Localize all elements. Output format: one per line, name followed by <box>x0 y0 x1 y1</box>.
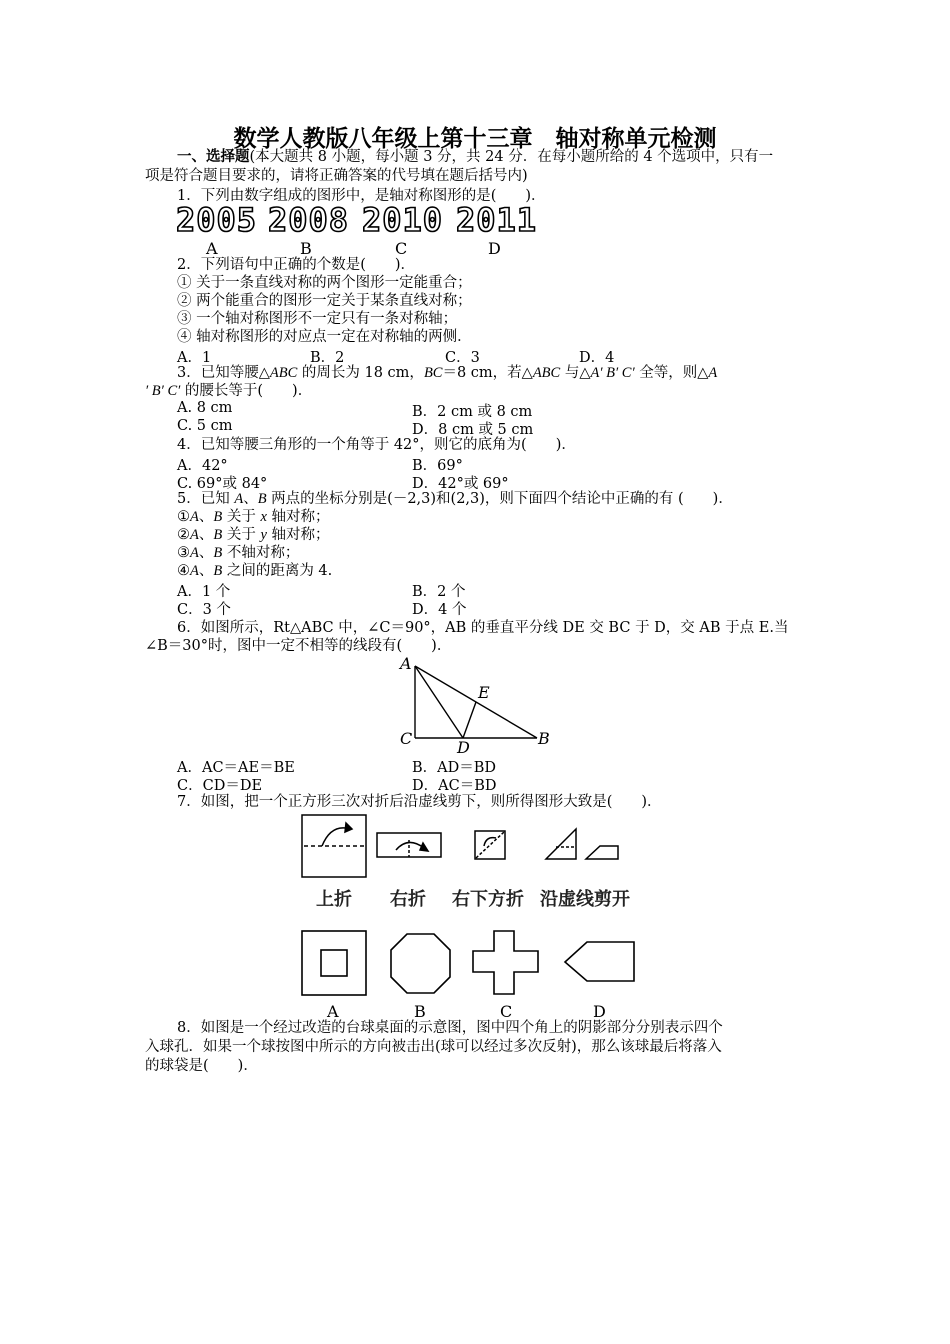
fold-step-1-label: 上折 <box>316 889 352 910</box>
option-a-inner-square <box>321 950 347 976</box>
q3-option-b: B．2 cm 或 8 cm <box>412 404 533 420</box>
q5-text: ② <box>177 527 190 543</box>
fold-step-3-square <box>475 831 505 859</box>
q5-var: B <box>213 563 223 579</box>
point-label-d: D <box>457 738 470 757</box>
q2-option-c: C．3 <box>445 350 480 366</box>
q5-var: B <box>213 509 223 525</box>
q4-option-d: D．42°或 69° <box>412 476 509 492</box>
q4-option-b: B．69° <box>412 458 463 474</box>
option-b-octagon <box>391 934 450 993</box>
q2-option-a: A．1 <box>177 350 212 366</box>
q5-var: x <box>260 509 267 525</box>
q3-option-c: C. 5 cm <box>177 418 233 434</box>
q2-option-b: B．2 <box>310 350 345 366</box>
q5-text: 关于 <box>222 509 261 525</box>
q8-line-3: 的球袋是( )． <box>145 1058 258 1074</box>
q8-line-1: 8．如图是一个经过改造的台球桌面的示意图，图中四个角上的阴影部分分别表示四个 <box>177 1020 723 1036</box>
option-a-outer-square <box>302 931 366 995</box>
section-note-1: (本大题共 8 小题，每小题 3 分，共 24 分．在每小题所给的 4 个选项中，只有一 <box>249 149 774 165</box>
q1-figure-c: 2010 <box>362 201 444 239</box>
q8-line-2: 入球孔．如果一个球按图中所示的方向被击出(球可以经过多次反射)，那么该球最后将落入 <box>145 1039 722 1055</box>
q7-label-a: A <box>327 1002 339 1021</box>
q6-option-d: D．AC＝BD <box>412 778 497 794</box>
q3-text: ＝8 cm，若△ <box>442 365 533 381</box>
q5-option-d: D．4 个 <box>412 602 467 618</box>
q1-figure-a: 2005 <box>176 201 258 239</box>
q5-text: 轴对称； <box>266 527 330 543</box>
q1-figure-b: 2008 <box>268 201 350 239</box>
q4-stem: 4．已知等腰三角形的一个角等于 42°，则它的底角为( )． <box>177 437 576 453</box>
q7-label-b: B <box>414 1002 426 1021</box>
q5-var: A <box>190 527 199 543</box>
fold-line-dashed <box>476 832 504 858</box>
q6-option-a: A．AC＝AE＝BE <box>177 760 295 776</box>
q5-var: A <box>190 509 199 525</box>
q5-text: 、 <box>243 491 258 507</box>
q5-text: 5．已知 <box>177 491 235 507</box>
q5-text: 、 <box>198 527 214 543</box>
q1-label-b: B <box>300 239 312 258</box>
q7-stem: 7．如图，把一个正方形三次对折后沿虚线剪下，则所得图形大致是( )． <box>177 794 662 810</box>
q3-var: A′ B′ C′ <box>590 365 635 381</box>
q5-text: 、 <box>198 563 214 579</box>
q5-text: 、 <box>198 545 214 561</box>
q3-var: ABC <box>532 365 561 381</box>
q6-option-b: B．AD＝BD <box>412 760 497 776</box>
q1-label-c: C <box>395 239 408 258</box>
q3-var: BC <box>423 365 443 381</box>
q5-text: 关于 <box>222 527 261 543</box>
q5-text: ① <box>177 509 190 525</box>
q5-text: 轴对称； <box>266 509 330 525</box>
q1-figure-d: 2011 <box>456 201 538 239</box>
q3-var: ABC <box>269 365 298 381</box>
fold-step-2-label: 右折 <box>390 889 426 910</box>
q3-text: 全等，则△ <box>634 365 709 381</box>
fold-arrow-curve <box>322 828 346 846</box>
q7-label-c: C <box>500 1002 513 1021</box>
point-label-e: E <box>478 683 490 702</box>
q5-text: 两点的坐标分别是(－2,3)和(2,3)，则下面四个结论中正确的有 ( )． <box>266 491 733 507</box>
q4-option-a: A．42° <box>177 458 228 474</box>
q7-label-d: D <box>593 1002 606 1021</box>
q5-option-c: C．3 个 <box>177 602 231 618</box>
page-title: 数学人教版八年级上第十三章 轴对称单元检测 <box>233 126 717 152</box>
cut-piece-shape <box>586 846 618 859</box>
q5-var: A <box>190 545 199 561</box>
q1-stem: 1．下列由数字组成的图形中，是轴对称图形的是( )． <box>177 188 546 204</box>
option-d-pentagon <box>565 942 634 981</box>
q5-var: B <box>213 545 223 561</box>
q5-text: 不轴对称； <box>222 545 300 561</box>
q3-text: 与△ <box>560 365 591 381</box>
q3-var: A <box>708 365 718 381</box>
arrow-head-icon <box>420 843 428 851</box>
q3-text: 3．已知等腰△ <box>177 365 270 381</box>
q6-line-2: ∠B＝30°时，图中一定不相等的线段有( )． <box>145 638 452 654</box>
q2-item-4: ④ 轴对称图形的对应点一定在对称轴的两侧． <box>177 329 472 345</box>
q2-option-d: D．4 <box>579 350 615 366</box>
q3-var: ′ B′ C′ <box>145 383 181 399</box>
q2-item-2: ② 两个能重合的图形一定关于某条直线对称； <box>177 293 472 309</box>
q2-item-1: ① 关于一条直线对称的两个图形一定能重合； <box>177 275 472 291</box>
q5-var: y <box>260 527 267 543</box>
q1-label-a: A <box>206 239 218 258</box>
q5-option-a: A．1 个 <box>177 584 231 600</box>
q2-item-3: ③ 一个轴对称图形不一定只有一条对称轴； <box>177 311 458 327</box>
q3-text: 的周长为 18 cm， <box>297 365 424 381</box>
fold-arrow-curve <box>484 838 496 846</box>
q5-var: A <box>190 563 199 579</box>
q4-option-c: C. 69°或 84° <box>177 476 268 492</box>
q5-var: B <box>213 527 223 543</box>
fold-step-4-label: 沿虚线剪开 <box>540 889 630 910</box>
q5-text: ③ <box>177 545 190 561</box>
q5-var: B <box>257 491 267 507</box>
q1-label-d: D <box>488 239 501 258</box>
point-label-b: B <box>538 729 550 748</box>
section-note-2: 项是符合题目要求的，请将正确答案的代号填在题后括号内) <box>145 168 528 184</box>
q3-option-a: A. 8 cm <box>177 400 233 416</box>
q3-text: 的腰长等于( )． <box>180 383 313 399</box>
q6-option-c: C．CD＝DE <box>177 778 263 794</box>
option-c-cross <box>473 931 538 994</box>
q6-line-1: 6．如图所示，Rt△ABC 中，∠C＝90°，AB 的垂直平分线 DE 交 BC 于 D，交 AB 于点 E.当 <box>177 620 789 636</box>
q5-text: 、 <box>198 509 214 525</box>
q2-stem: 2．下列语句中正确的个数是( )． <box>177 257 416 273</box>
section-heading: 一、选择题 <box>177 148 250 165</box>
fold-step-4-triangle <box>546 829 576 859</box>
point-label-c: C <box>400 729 413 748</box>
arrow-head-icon <box>345 823 352 832</box>
q5-var: A <box>234 491 244 507</box>
point-label-a: A <box>400 654 412 673</box>
fold-step-3-label: 右下方折 <box>452 889 524 910</box>
q5-text: ④ <box>177 563 190 579</box>
q5-text: 之间的距离为 4. <box>222 563 333 579</box>
q3-option-d: D．8 cm 或 5 cm <box>412 422 534 438</box>
q5-option-b: B．2 个 <box>412 584 466 600</box>
